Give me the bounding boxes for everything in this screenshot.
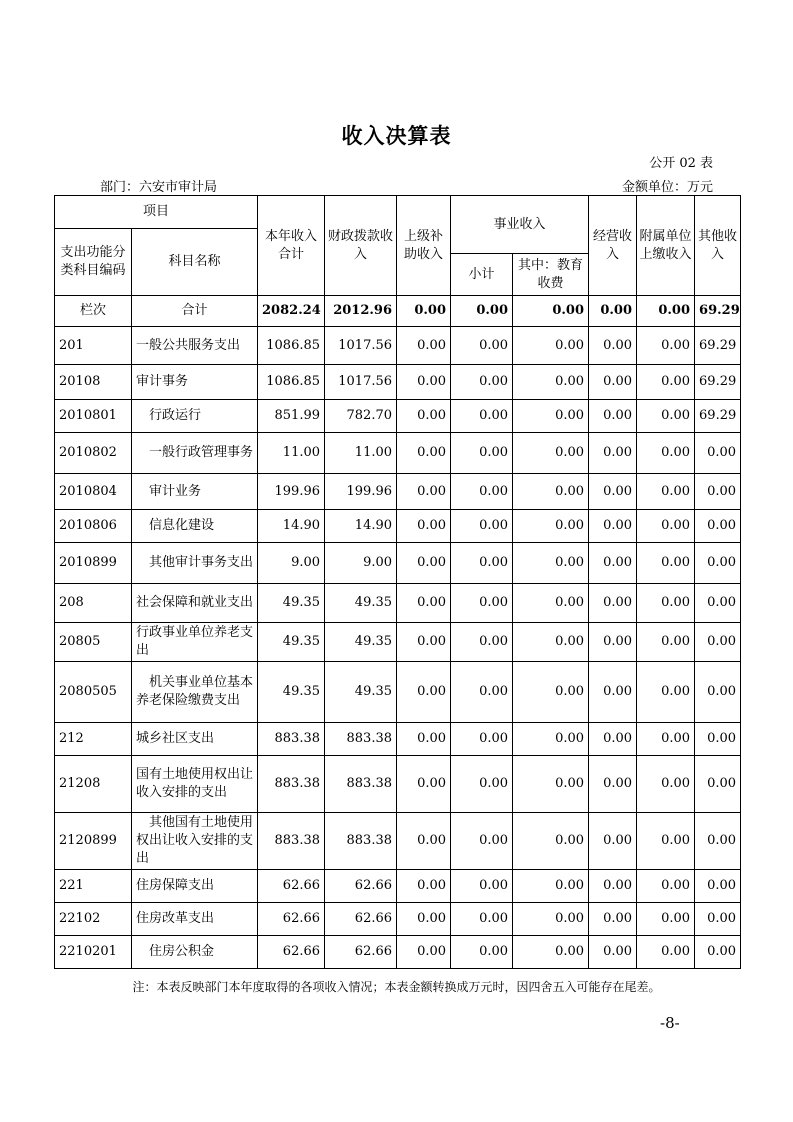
total-subtotal: 0.00 — [451, 296, 513, 327]
header-career: 事业收入 — [451, 196, 589, 254]
row-total: 62.66 — [258, 870, 325, 903]
row-subtotal: 0.00 — [451, 584, 513, 623]
row-total: 62.66 — [258, 936, 325, 969]
row-other: 0.00 — [695, 584, 741, 623]
row-superior: 0.00 — [397, 365, 451, 400]
row-edu: 0.00 — [513, 327, 589, 365]
row-affiliated: 0.00 — [637, 623, 695, 662]
row-superior: 0.00 — [397, 723, 451, 756]
row-total: 49.35 — [258, 662, 325, 723]
row-code: 2010899 — [55, 543, 132, 584]
row-affiliated: 0.00 — [637, 433, 695, 474]
row-affiliated: 0.00 — [637, 543, 695, 584]
table-row — [55, 510, 741, 543]
row-affiliated: 0.00 — [637, 903, 695, 936]
row-other: 0.00 — [695, 813, 741, 870]
row-operating: 0.00 — [589, 327, 637, 365]
table-body — [55, 327, 741, 969]
row-subtotal: 0.00 — [451, 723, 513, 756]
row-edu: 0.00 — [513, 543, 589, 584]
row-edu: 0.00 — [513, 623, 589, 662]
row-code: 2010802 — [55, 433, 132, 474]
header-affiliated: 附属单位上缴收入 — [637, 196, 695, 296]
row-affiliated: 0.00 — [637, 813, 695, 870]
row-superior: 0.00 — [397, 584, 451, 623]
row-code: 2080505 — [55, 662, 132, 723]
row-total: 49.35 — [258, 623, 325, 662]
row-fiscal: 782.70 — [325, 400, 397, 433]
row-fiscal: 62.66 — [325, 936, 397, 969]
row-superior: 0.00 — [397, 327, 451, 365]
table-row — [55, 327, 741, 365]
row-total: 851.99 — [258, 400, 325, 433]
row-subtotal: 0.00 — [451, 474, 513, 510]
row-superior: 0.00 — [397, 510, 451, 543]
row-affiliated: 0.00 — [637, 662, 695, 723]
table-row — [55, 400, 741, 433]
row-subtotal: 0.00 — [451, 365, 513, 400]
row-code: 2010801 — [55, 400, 132, 433]
row-total: 11.00 — [258, 433, 325, 474]
row-code: 20805 — [55, 623, 132, 662]
row-affiliated: 0.00 — [637, 936, 695, 969]
header-func-code: 支出功能分类科目编码 — [55, 229, 132, 296]
row-operating: 0.00 — [589, 723, 637, 756]
row-operating: 0.00 — [589, 623, 637, 662]
row-subject-name: 一般行政管理事务 — [132, 433, 258, 474]
row-other: 0.00 — [695, 433, 741, 474]
row-superior: 0.00 — [397, 474, 451, 510]
page-title: 收入决算表 — [341, 123, 452, 148]
row-total: 199.96 — [258, 474, 325, 510]
row-fiscal: 883.38 — [325, 756, 397, 813]
row-superior: 0.00 — [397, 623, 451, 662]
department-label: 部门：六安市审计局 — [100, 180, 218, 195]
total-code: 栏次 — [55, 296, 132, 327]
row-subject-name: 审计业务 — [132, 474, 258, 510]
row-other: 0.00 — [695, 623, 741, 662]
row-subtotal: 0.00 — [451, 936, 513, 969]
row-subtotal: 0.00 — [451, 543, 513, 584]
table-row — [55, 623, 741, 662]
table-row — [55, 584, 741, 623]
row-edu: 0.00 — [513, 723, 589, 756]
row-code: 2210201 — [55, 936, 132, 969]
row-operating: 0.00 — [589, 936, 637, 969]
row-affiliated: 0.00 — [637, 474, 695, 510]
row-fiscal: 11.00 — [325, 433, 397, 474]
row-other: 0.00 — [695, 723, 741, 756]
row-fiscal: 9.00 — [325, 543, 397, 584]
row-fiscal: 62.66 — [325, 903, 397, 936]
footnote: 注：本表反映部门本年度取得的各项收入情况；本表金额转换成万元时，因四舍五入可能存在尾差。 — [132, 980, 661, 994]
row-superior: 0.00 — [397, 662, 451, 723]
row-operating: 0.00 — [589, 510, 637, 543]
header-subtotal: 小计 — [451, 254, 513, 296]
table-row — [55, 936, 741, 969]
row-code: 21208 — [55, 756, 132, 813]
row-other: 0.00 — [695, 756, 741, 813]
total-total: 2082.24 — [258, 296, 325, 327]
row-total: 14.90 — [258, 510, 325, 543]
row-superior: 0.00 — [397, 400, 451, 433]
header-superior: 上级补助收入 — [397, 196, 451, 296]
table-row — [55, 870, 741, 903]
row-subject-name: 一般公共服务支出 — [132, 327, 258, 365]
row-affiliated: 0.00 — [637, 870, 695, 903]
row-edu: 0.00 — [513, 756, 589, 813]
total-edu: 0.00 — [513, 296, 589, 327]
table-row — [55, 903, 741, 936]
row-subject-name: 信息化建设 — [132, 510, 258, 543]
row-subtotal: 0.00 — [451, 327, 513, 365]
row-other: 0.00 — [695, 936, 741, 969]
row-affiliated: 0.00 — [637, 365, 695, 400]
row-code: 201 — [55, 327, 132, 365]
form-number: 公开 02 表 — [649, 156, 713, 171]
row-operating: 0.00 — [589, 662, 637, 723]
row-fiscal: 1017.56 — [325, 327, 397, 365]
row-edu: 0.00 — [513, 510, 589, 543]
row-affiliated: 0.00 — [637, 510, 695, 543]
row-operating: 0.00 — [589, 400, 637, 433]
table-row — [55, 433, 741, 474]
row-subtotal: 0.00 — [451, 623, 513, 662]
row-subtotal: 0.00 — [451, 870, 513, 903]
row-code: 2010806 — [55, 510, 132, 543]
row-superior: 0.00 — [397, 543, 451, 584]
row-edu: 0.00 — [513, 870, 589, 903]
row-operating: 0.00 — [589, 756, 637, 813]
row-subject-name: 行政运行 — [132, 400, 258, 433]
row-affiliated: 0.00 — [637, 756, 695, 813]
row-affiliated: 0.00 — [637, 723, 695, 756]
row-other: 0.00 — [695, 903, 741, 936]
row-total: 62.66 — [258, 903, 325, 936]
row-other: 0.00 — [695, 474, 741, 510]
row-subtotal: 0.00 — [451, 903, 513, 936]
row-total: 883.38 — [258, 723, 325, 756]
row-subject-name: 住房公积金 — [132, 936, 258, 969]
total-name: 合计 — [132, 296, 258, 327]
row-fiscal: 49.35 — [325, 662, 397, 723]
row-code: 2120899 — [55, 813, 132, 870]
row-subject-name: 其他国有土地使用权出让收入安排的支出 — [132, 813, 258, 870]
row-code: 208 — [55, 584, 132, 623]
row-subject-name: 住房保障支出 — [132, 870, 258, 903]
table-row — [55, 813, 741, 870]
total-affiliated: 0.00 — [637, 296, 695, 327]
row-affiliated: 0.00 — [637, 400, 695, 433]
row-fiscal: 883.38 — [325, 813, 397, 870]
row-other: 69.29 — [695, 400, 741, 433]
table-header — [55, 196, 741, 296]
header-fiscal: 财政拨款收入 — [325, 196, 397, 296]
row-subject-name: 住房改革支出 — [132, 903, 258, 936]
row-operating: 0.00 — [589, 365, 637, 400]
row-subtotal: 0.00 — [451, 400, 513, 433]
total-operating: 0.00 — [589, 296, 637, 327]
row-other: 0.00 — [695, 870, 741, 903]
row-total: 883.38 — [258, 756, 325, 813]
row-edu: 0.00 — [513, 584, 589, 623]
row-subject-name: 社会保障和就业支出 — [132, 584, 258, 623]
table-row — [55, 756, 741, 813]
row-operating: 0.00 — [589, 903, 637, 936]
row-total: 9.00 — [258, 543, 325, 584]
income-table — [54, 195, 741, 969]
row-edu: 0.00 — [513, 433, 589, 474]
page-number: -8- — [660, 1014, 680, 1032]
row-code: 212 — [55, 723, 132, 756]
row-total: 49.35 — [258, 584, 325, 623]
table-row — [55, 365, 741, 400]
row-operating: 0.00 — [589, 474, 637, 510]
row-code: 2010804 — [55, 474, 132, 510]
row-edu: 0.00 — [513, 936, 589, 969]
table-row — [55, 662, 741, 723]
row-other: 0.00 — [695, 543, 741, 584]
row-operating: 0.00 — [589, 543, 637, 584]
table-row — [55, 543, 741, 584]
header-operating: 经营收入 — [589, 196, 637, 296]
row-operating: 0.00 — [589, 813, 637, 870]
row-superior: 0.00 — [397, 870, 451, 903]
row-edu: 0.00 — [513, 662, 589, 723]
table-total — [55, 296, 741, 327]
row-operating: 0.00 — [589, 584, 637, 623]
total-fiscal: 2012.96 — [325, 296, 397, 327]
row-subtotal: 0.00 — [451, 756, 513, 813]
row-affiliated: 0.00 — [637, 584, 695, 623]
total-superior: 0.00 — [397, 296, 451, 327]
row-subject-name: 其他审计事务支出 — [132, 543, 258, 584]
row-subtotal: 0.00 — [451, 433, 513, 474]
table-row — [55, 474, 741, 510]
row-fiscal: 14.90 — [325, 510, 397, 543]
row-code: 221 — [55, 870, 132, 903]
row-total: 1086.85 — [258, 327, 325, 365]
row-superior: 0.00 — [397, 813, 451, 870]
row-edu: 0.00 — [513, 365, 589, 400]
row-total: 883.38 — [258, 813, 325, 870]
row-subtotal: 0.00 — [451, 662, 513, 723]
row-edu: 0.00 — [513, 813, 589, 870]
row-fiscal: 62.66 — [325, 870, 397, 903]
row-other: 0.00 — [695, 510, 741, 543]
row-other: 0.00 — [695, 662, 741, 723]
total-other: 69.29 — [695, 296, 741, 327]
row-subject-name: 审计事务 — [132, 365, 258, 400]
row-subject-name: 机关事业单位基本养老保险缴费支出 — [132, 662, 258, 723]
header-edu: 其中：教育收费 — [513, 254, 589, 296]
row-code: 22102 — [55, 903, 132, 936]
header-subject-name: 科目名称 — [132, 229, 258, 296]
row-fiscal: 199.96 — [325, 474, 397, 510]
row-edu: 0.00 — [513, 474, 589, 510]
header-other: 其他收入 — [695, 196, 741, 296]
row-subtotal: 0.00 — [451, 813, 513, 870]
row-fiscal: 1017.56 — [325, 365, 397, 400]
row-superior: 0.00 — [397, 433, 451, 474]
row-affiliated: 0.00 — [637, 327, 695, 365]
row-fiscal: 49.35 — [325, 584, 397, 623]
row-operating: 0.00 — [589, 870, 637, 903]
table-row — [55, 723, 741, 756]
header-project: 项目 — [55, 196, 258, 229]
row-superior: 0.00 — [397, 756, 451, 813]
row-edu: 0.00 — [513, 903, 589, 936]
row-code: 20108 — [55, 365, 132, 400]
row-subject-name: 国有土地使用权出让收入安排的支出 — [132, 756, 258, 813]
row-edu: 0.00 — [513, 400, 589, 433]
row-other: 69.29 — [695, 327, 741, 365]
row-subject-name: 城乡社区支出 — [132, 723, 258, 756]
amount-unit-label: 金额单位：万元 — [621, 180, 713, 195]
row-superior: 0.00 — [397, 936, 451, 969]
row-superior: 0.00 — [397, 903, 451, 936]
row-subject-name: 行政事业单位养老支出 — [132, 623, 258, 662]
row-total: 1086.85 — [258, 365, 325, 400]
row-subtotal: 0.00 — [451, 510, 513, 543]
row-fiscal: 883.38 — [325, 723, 397, 756]
header-total: 本年收入合计 — [258, 196, 325, 296]
row-other: 69.29 — [695, 365, 741, 400]
row-operating: 0.00 — [589, 433, 637, 474]
row-fiscal: 49.35 — [325, 623, 397, 662]
